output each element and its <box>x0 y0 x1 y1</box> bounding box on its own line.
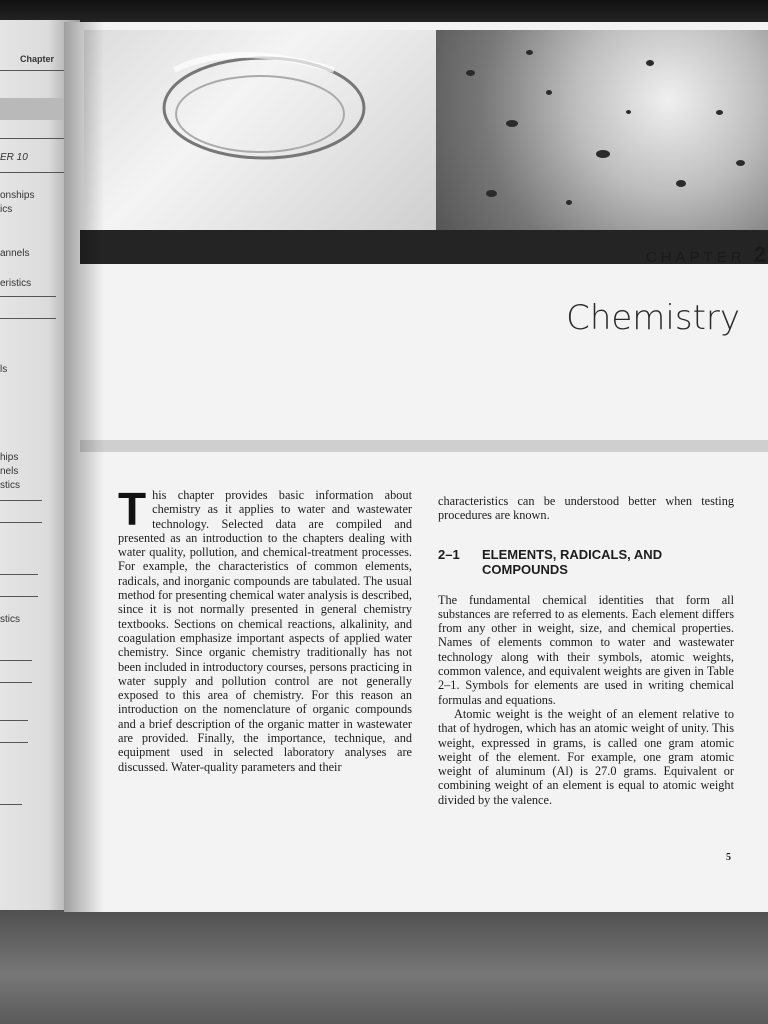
section-number: 2–1 <box>438 546 460 562</box>
section-divider-band <box>80 440 768 452</box>
left-page-rule <box>0 720 28 721</box>
intro-paragraph: his chapter provides basic information about chemistry as it applies to water and wastewater technology. Selected data are compiled and presented as an introduction to the chapters dealing with water quality, pollution, and chemical-treatment processes. For example, the characteristics of common elements, radicals, and inorganic compounds are tabulated. The usual method for presenting chemical water analysis is described, since it is not normally presented in general chemistry textbooks. Sections on chemical reactions, alkalinity, and coagulation emphasize important aspects of applied water chemistry. Since organic chemistry traditionally has not been included in introductory courses, persons practicing in water supply and pollution control are not generally exposed to this area of chemistry. For this reason an introduction on the nomenclature of organic compounds and a brief description of the organic matter in wastewater are provided. Finally, the importance, technique, and equipment used in selected laboratory analyses are discussed. Water-quality parameters and their <box>118 488 412 774</box>
water-drop <box>466 70 475 76</box>
left-page-item: annels <box>0 248 30 259</box>
left-page-rule <box>0 596 38 597</box>
chapter-photo-glass <box>84 30 436 230</box>
water-drop <box>566 200 572 205</box>
left-page-item: nels <box>0 466 19 477</box>
left-page-rule <box>0 682 32 683</box>
chapter-label-text: CHAPTER <box>645 249 746 266</box>
left-page-item: ls <box>0 364 8 375</box>
background-bottom <box>0 900 768 1024</box>
page-gutter-shadow <box>64 22 104 912</box>
left-page-rule <box>0 318 56 319</box>
left-page-item: Chapter <box>20 54 55 64</box>
body-paragraph: The fundamental chemical identities that form all substances are referred to as elements. Each element differs from any other in weight, size, and chemical properties. Names of elements common to water and wastewater technology along with their symbols, atomic weights, common valence, and equivalent weights are given in Table 2–1. Symbols for elements are used in writing chemical formulas and equations. <box>438 592 734 707</box>
left-page-rule <box>0 574 38 575</box>
chapter-number: 2 <box>753 242 766 267</box>
text-column-left <box>118 483 412 774</box>
water-drop <box>526 50 533 55</box>
water-drop <box>736 160 745 166</box>
left-page-rule <box>0 804 22 805</box>
left-page-item: onships <box>0 190 35 201</box>
left-page-item: ER 10 <box>0 152 28 163</box>
left-page-rule <box>0 522 42 523</box>
page-number: 5 <box>726 852 731 863</box>
left-page-item: stics <box>0 614 20 625</box>
left-page-rule <box>0 500 42 501</box>
water-drop <box>596 150 610 158</box>
glass-dish-illustration <box>84 30 436 230</box>
chapter-label <box>646 242 766 268</box>
left-page-item: stics <box>0 480 20 491</box>
water-drop <box>486 190 497 197</box>
water-drop <box>506 120 518 127</box>
text-column-right <box>438 494 734 807</box>
left-page-rule <box>0 296 56 297</box>
water-drop <box>626 110 631 114</box>
left-page-rule <box>0 742 28 743</box>
body-paragraph: Atomic weight is the weight of an element relative to that of hydrogen, which has an atomic weight of unity. This weight, expressed in grams, is called one gram atomic weight of the element. For example, one gram atomic weight of aluminum (Al) is 27.0 grams. Equivalent or combining weight of an element is equal to atomic weight divided by the valence. <box>438 706 734 807</box>
chapter-photo-droplets <box>436 30 768 230</box>
left-page-item: eristics <box>0 278 32 289</box>
section-heading <box>438 547 734 577</box>
water-drop <box>676 180 686 187</box>
chapter-title: Chemistry <box>566 298 740 338</box>
left-page-rule <box>0 138 64 139</box>
section-title: ELEMENTS, RADICALS, AND COMPOUNDS <box>482 546 663 577</box>
water-drop <box>646 60 654 66</box>
left-page-rule <box>0 70 64 71</box>
water-drop <box>546 90 552 95</box>
continued-paragraph: characteristics can be understood better when testing procedures are known. <box>438 494 734 523</box>
left-page-rule <box>0 660 32 661</box>
water-drop <box>716 110 723 115</box>
left-page-band <box>0 98 68 120</box>
left-page-item: ics <box>0 204 13 215</box>
drop-cap: T <box>118 483 147 535</box>
left-page-item: hips <box>0 452 19 463</box>
right-page <box>64 22 768 912</box>
left-page-rule <box>0 172 64 173</box>
